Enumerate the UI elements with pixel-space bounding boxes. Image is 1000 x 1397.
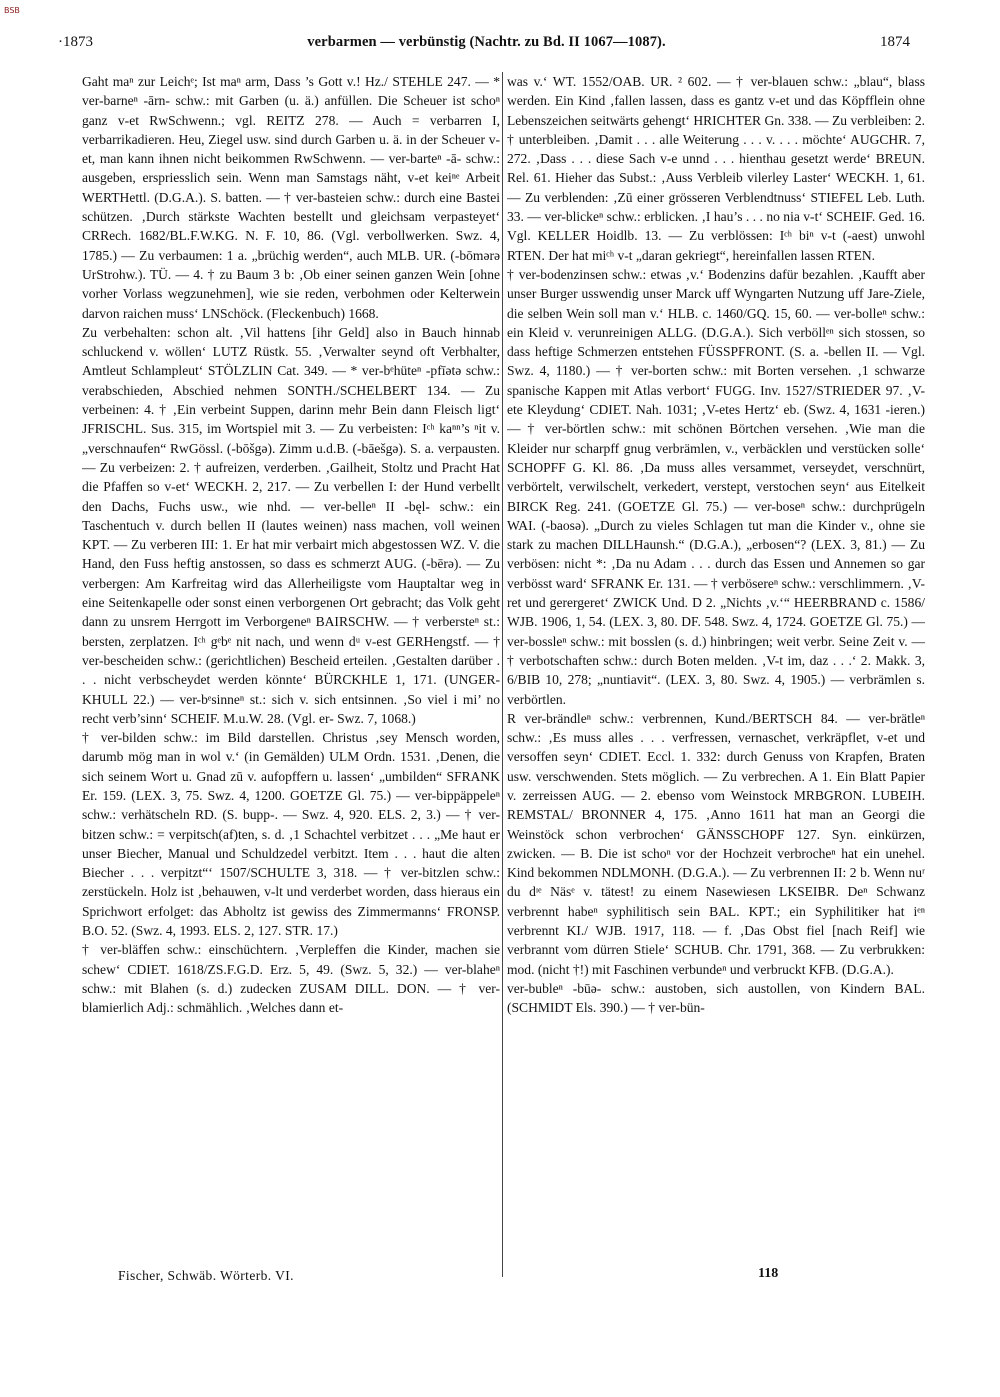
paragraph: was v.‘ WT. 1552/OAB. UR. ² 602. — † ver-blauen schw.: „blau“, blass werden. Ein Kind ‚fallen lassen, dass es gantz v-et und das Köpfflein ohne Lebenszeichen seitwärts gehengt‘ HRICHTER Gn. 338. — Zu verbleiben: 2. † unterbleiben. ‚Damit . . . alle Weiterung . . . v. . . . möchte‘ AUGCHR. 7, 272. ‚Dass . . . diese Sach v-e unnd . . . hienthau gesetzt werde‘ BREUN. Rel. 61. Hieher das Subst.: ‚Auss Verbleib vilerley Laster‘ WECKH. 1, 61. — Zu verblenden: ‚Zū einer grösseren Verblendtnuss‘ STIEFEL Leb. Luth. 33. — ver-blickeⁿ schw.: erblicken. ‚I hau’s . . . no nia v-t‘ SCHEIF. Ged. 16. Vgl. KELLER Hoidlb. 13. — Zu verblössen: Iᶜʰ biⁿ v-t (-aest) unwohl RTEN. Der hat miᶜʰ v-t „daran gekriegt“, hereinfallen lassen RTEN. <box>507 74 925 263</box>
running-title: verbarmen — verbünstig (Nachtr. zu Bd. II 1067—1087). <box>307 34 666 50</box>
column-divider <box>502 72 503 1277</box>
paragraph: † ver-bodenzinsen schw.: etwas ‚v.‘ Bodenzins dafür bezahlen. ‚Kaufft aber unser Burger usswendig unser Marck uff Wyngarten Nutzung uff Jare-Ziele, die selben Wein soll man v.‘ HLB. c. 1460/GQ. 15, 60. — ver-bolleⁿ schw.: ein Kleid v. verunreinigen ALLG. (D.G.A.). Sich verböllᵉⁿ sich stossen, so dass heftige Schmerzen entstehen FÜSSPFRONT. (S. a. -bellen II. — Vgl. Swz. 4, 1180.) — † ver-borten schw.: mit Borten versehen. ‚1 schwarze spanische Kappen mit Atlas verbort‘ FUGG. Inv. 1527/STRIEDER 97. ‚V-ete Kleydung‘ CDIET. Nah. 1031; ‚V-etes Hertz‘ eb. (Swz. 4, 1631 -ieren.) — † ver-börtlen schw.: mit schönen Börtchen versehen. ‚Wie man die Kleider nur scharpff gnug verbrämlen, v., verbäcklen und verstücken solle‘ SCHOPFF G. Kl. 86. ‚Da muss alles versammet, verseydet, verschnürt, verbörtelt, verwilschelt, verkedert, verstept, verstochen seyn‘ aus Eitelkeit BIRCK Reg. 241. (GOETZE Gl. 75.) — ver-boseⁿ schw.: durchprügeln WAI. (-baosə). „Durch zu vieles Schlagen tut man die Kinder v., ohne sie stark zu machen DILLHaunsh.“ (D.G.A.), „erbosen“? (LEX. 3, 81.) — Zu verbösen: nicht *: ‚Da nu Adam . . . durch das Essen und Annemen so gar verbösst ward‘ SFRANK Er. 131. — † verbösereⁿ schw.: verschlimmern. ‚V-ret und gerergeret‘ ZWICK Und. D 2. „Nichts ‚v.‘“ HEERBRAND c. 1586/ WJB. 1906, 1, 54. (LEX. 3, 80. DF. 548. Swz. 4, 1724. GOETZE Gl. 75.) — ver-bossleⁿ schw.: mit bosslen (s. d.) hinbringen; weit verbr. Seine Zeit v. — † verbotschaften schw.: durch Boten melden. ‚V-t im, daz . . .‘ 2. Makk. 3, 6/BIB 10, 278; „nuntiavit“. (LEX. 3, 80. Swz. 4, 1905.) — verbrämlen s. verbörtlen. <box>507 266 925 707</box>
paragraph: Gaht maⁿ zur Leichᵉ; Ist maⁿ arm, Dass ’s Gott v.! Hz./ STEHLE 247. — * ver-barneⁿ -ārn- schw.: mit Garben (u. ä.) anfüllen. Die Scheuer ist schoⁿ ganz v-et RwSchwenn.; vgl. REITZ 278. — Auch = verbarren I, verbarrikadieren. Heu, Ziegel usw. sind durch Garben u. ä. in der Scheuer v-et, man kann ihnen nicht beikommen RwSchwenn. — ver-barteⁿ -ā- schw.: ausgeben, erspriesslich sein. Wenn man Samstags näht, v-et keiⁿᵉ Arbeit WERTHettl. (D.G.A.). S. batten. — † ver-basteien schw.: durch eine Bastei schützen. ‚Durch stärkste Wachten bestellt und gleichsam verpasteyet‘ CRRech. 1682/BL.F.W.KG. N. F. 10, 86. (Vgl. verbollwerken. Swz. 4, 1785.) — Zu verbaumen: 1 a. „brüchig werden“, auch MLB. UR. (-bōmərə UrStrohw.). TÜ. — 4. † zu Baum 3 b: ‚Ob einer seinen ganzen Wein [ohne vorher Vorlass wegzunehmen], wie sie reden, verbohmen oder Kelterwein darvon raichen muss‘ LNSchöck. (Fleckenbuch) 1668. <box>82 74 500 321</box>
page-header <box>58 34 910 56</box>
paragraph: ver-bubleⁿ -būə- schw.: austoben, sich austollen, von Kindern BAL. (SCHMIDT Els. 390.) — † ver-bün- <box>507 980 925 1016</box>
sheet-number: 118 <box>758 1266 779 1281</box>
text-column-left <box>82 72 500 1277</box>
paragraph: Zu verbehalten: schon alt. ‚Vil hattens [ihr Geld] also in Bauch hinnab schluckend v. wöllen‘ LUTZ Rüstk. 55. ‚Verwalter seynd oft Verbhalter, Amtleut Schlampleut‘ STÖLZLIN Cat. 349. — * ver-bᵉhüteⁿ -pfīətə schw.: verabschieden, Abschied nehmen SONTH./SCHELBERT 134. — Zu verbeinen: 4. † ‚Ein verbeint Suppen, darinn mehr Bein dann Fleisch ligt‘ JFRISCHL. Sus. 315, im Wortspiel mit 3. — Zu verbeisten: Iᶜʰ kaⁿⁿ’s ⁿit v. „verschnaufen“ RwGössl. (-bōšgə). Zimm u.d.B. (-bāešgə). S. a. verpausten. — Zu verbeizen: 2. † aufreizen, verderben. ‚Gailheit, Stoltz und Pracht Hat die Pfaffen so v-et‘ WECKH. 2, 217. — Zu verbellen I: der Hund verbellt den Dachs, Fuchs usw., wie nhd. — ver-belleⁿ II -bęl- schw.: ein Taschentuch v. durch bellen II (lautes weinen) nass machen, voll weinen KPT. — Zu verberen III: 1. Er hat mir verbairt mich abgestossen WZ. V. die Hand, den Fuss heftig anstossen, so dass es schmerzt AUG. (-bērə). — Zu verbergen: Am Karfreitag wird das Allerheiligste vom Hauptaltar weg in eine Seitenkapelle oder sonst einen verborgenen Ort gebracht; das Volk geht dann zu unsrem Herrgott im Verborgeneⁿ BAIRSCHW. — † verbersteⁿ st.: bersten, zerplatzen. Iᶜʰ gᵉbᵉ nit nach, und wenn dᵘ v-est GERHengstf. — † ver-bescheiden schw.: (gerichtlichen) Bescheid erteilen. ‚Gestalten darüber . . . nicht verbscheydet werden könnte‘ BÜRCKHLE 1, 171. (UNGER-KHULL 22.) — ver-bᵉsinneⁿ st.: sich v. sich entsinnen. ‚So viel i mi’ no recht verb’sinn‘ SCHEIF. M.u.W. 28. (Vgl. er- Swz. 7, 1068.) <box>82 324 500 726</box>
page-number-left: ·1873 <box>58 34 93 50</box>
text-column-right <box>507 72 925 1277</box>
printer-signature: Fischer, Schwäb. Wörterb. VI. <box>118 1268 294 1283</box>
paragraph: † ver-bilden schw.: im Bild darstellen. Christus ‚sey Mensch worden, darumb mög man in wol v.‘ (in Gemälden) ULM Ordn. 1531. ‚Denen, die sich seinem Wort u. Gnad zū v. aufopffern u. lassen‘ „umbilden“ SFRANK Er. 159. (LEX. 3, 75. Swz. 4, 1200. GOETZE Gl. 75.) — ver-bippäppeleⁿ schw.: verhätscheln RD. (S. bupp-. — Swz. 4, 920. ELS. 2, 3.) — † ver-bitzen schw.: = verpitsch(af)ten, s. d. ‚1 Schachtel verbitzet . . . „Me haut er unser Biecher, Manual und Schuldzedel verbitzt. Item . . . haut die alten Biecher . . . verpitzt“‘ 1507/SCHULTE 3, 318. — † ver-bitzlen schw.: zerstückeln. Holz ist ‚behauwen, v-lt und verderbet worden, dass hieraus ein Sprichwort erfolget: das Abholtz ist gewiss des Zimmermanns‘ FRONSP. B.O. 52. (Swz. 4, 1993. ELS. 2, 127. STR. 17.) <box>82 730 500 939</box>
library-stamp: BSB <box>4 6 20 15</box>
page-number-right: 1874 <box>880 34 910 50</box>
paragraph: R ver-brändleⁿ schw.: verbrennen, Kund./BERTSCH 84. — ver-brätleⁿ schw.: ‚Es muss alles . . . verfressen, vernaschet, verkräpflet, v-et und versoffen seyn‘ CDIET. Eccl. 1. 332: durch Genuss von Krapfen, Braten usw. verschwenden. Stets möglich. — Zu verbrechen. A 1. Ein Blatt Papier v. zerreissen AUG. — 2. ebenso vom Weinstock MRBGRON. LUBEIH. REMSTAL/ BRONNER 4, 175. ‚Anno 1611 hat man an Georgi die Weinstöck schon verbrochen‘ GÄNSSCHOPF 127. Syn. einkürzen, zwicken. — B. Die ist schoⁿ vor der Hochzeit verbrocheⁿ hat ein unehel. Kind bekommen NDLMONH. (D.G.A.). — Zu verbrennen II: 2 b. Wenn nuʳ du dᶦᵉ Näsᵉ v. tätest! zu einem Nasewiesen LKSEIBR. Deⁿ Schwanz verbrennt habeⁿ syphilitisch sein BAL. KPT.; ein Syphilitiker hat iᵉⁿ verbrennt KI./ WJB. 1917, 118. — f. ‚Das Obst fiel [nach Reif] wie verbrannt vom dürren Stiele‘ SCHUB. Chr. 1791, 368. — Zu verbrukken: mod. (nicht †!) mit Faschinen verbundeⁿ und verbruckt KFB. (D.G.A.). <box>507 710 925 977</box>
paragraph: † ver-bläffen schw.: einschüchtern. ‚Verpleffen die Kinder, machen sie schew‘ CDIET. 1618/ZS.F.G.D. Erz. 5, 49. (Swz. 5, 32.) — ver-blaheⁿ schw.: mit Blahen (s. d.) zudecken ZUSAM DILL. DON. — † ver-blamierlich Adj.: schmählich. ‚Welches dann et- <box>82 942 500 1016</box>
